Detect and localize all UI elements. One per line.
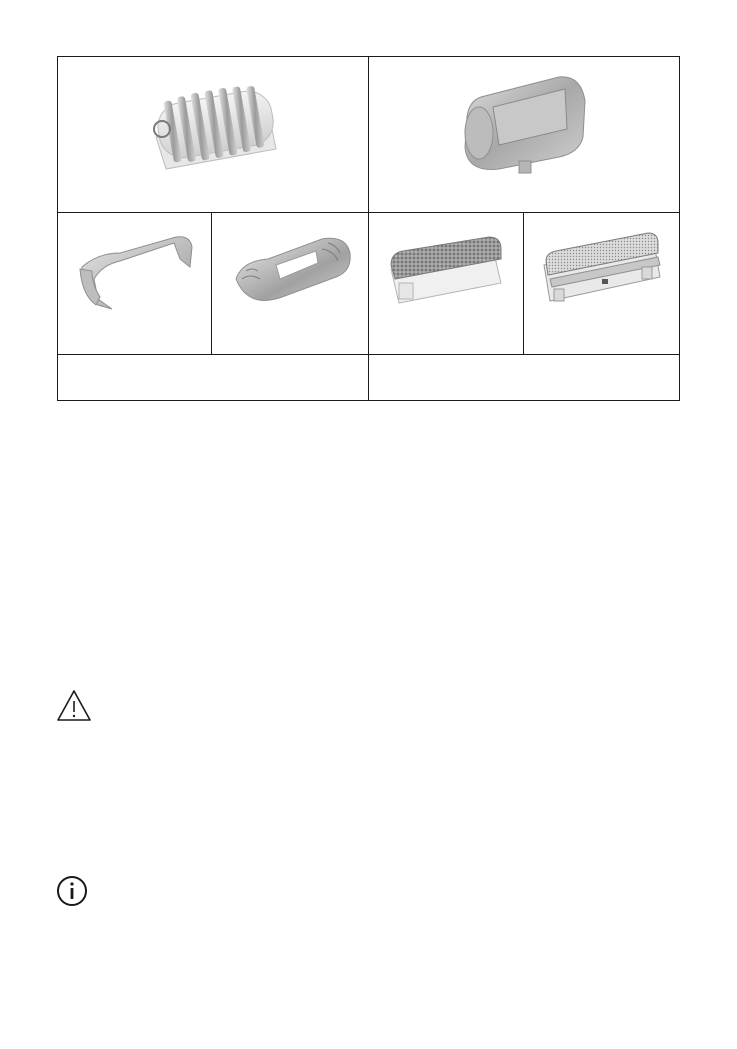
foil-block-icon	[524, 213, 678, 353]
cell-exfoliation-pad	[368, 212, 525, 356]
exfoliation-pad-icon	[369, 213, 523, 353]
accessory-table	[57, 56, 680, 401]
caption-cell-right	[368, 354, 680, 401]
cell-cap-small-b	[211, 212, 370, 356]
warning-triangle-icon	[56, 688, 92, 724]
open-cap-icon	[58, 213, 211, 353]
shaver-head-icon	[369, 57, 678, 211]
cell-shaver-head	[368, 56, 680, 214]
epilator-head-icon	[58, 57, 368, 211]
caption-right	[369, 355, 679, 400]
cell-shaving-foil	[523, 212, 680, 356]
info-circle-icon	[56, 875, 88, 907]
caption-cell-left	[57, 354, 370, 401]
cell-epilation-head	[57, 56, 370, 214]
caption-left	[58, 355, 369, 400]
ribbed-cap-icon	[212, 213, 368, 353]
info-notice	[56, 875, 88, 912]
warning-notice	[56, 688, 92, 729]
cell-cap-small-a	[57, 212, 213, 356]
